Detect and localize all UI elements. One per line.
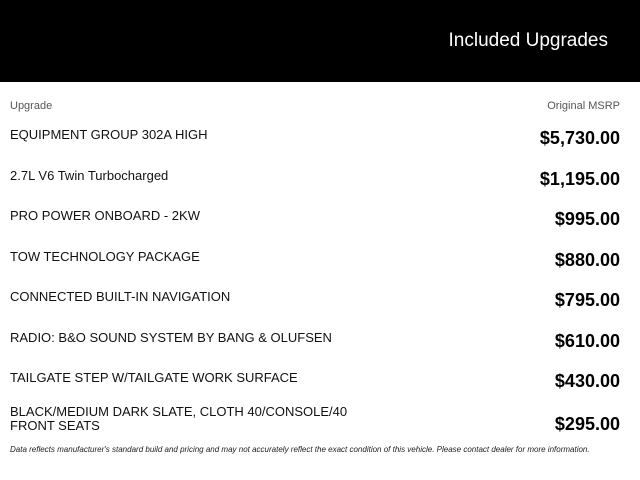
- list-item: [0, 202, 640, 243]
- list-item: [0, 283, 640, 324]
- upgrade-price: $795.00: [554, 290, 620, 310]
- list-item: [0, 162, 640, 203]
- upgrade-name: PRO POWER ONBOARD - 2KW: [10, 208, 200, 223]
- upgrade-name: BLACK/MEDIUM DARK SLATE, CLOTH 40/CONSOLE/40 FRONT SEATS: [10, 403, 348, 433]
- upgrade-price: $995.00: [554, 209, 620, 229]
- upgrade-name: 2.7L V6 Twin Turbocharged: [10, 167, 169, 183]
- header-bar: [0, 0, 640, 82]
- column-header-msrp: Original MSRP: [547, 100, 620, 112]
- upgrade-price: $295.00: [554, 413, 620, 434]
- upgrade-name: CONNECTED BUILT-IN NAVIGATION: [10, 289, 231, 304]
- upgrade-price: $1,195.00: [539, 168, 620, 189]
- list-item: [0, 243, 640, 284]
- upgrade-name: TAILGATE STEP W/TAILGATE WORK SURFACE: [10, 370, 298, 385]
- list-item: [0, 364, 640, 405]
- upgrade-name: EQUIPMENT GROUP 302A HIGH: [10, 127, 208, 142]
- list-item: [0, 324, 640, 365]
- upgrade-name: RADIO: B&O SOUND SYSTEM BY BANG & OLUFSEN: [10, 329, 332, 345]
- column-header-upgrade: Upgrade: [10, 100, 53, 112]
- upgrade-price: $880.00: [554, 249, 620, 270]
- upgrade-name: TOW TECHNOLOGY PACKAGE: [10, 248, 200, 264]
- page-title: Included Upgrades: [448, 30, 608, 51]
- list-item: [0, 121, 640, 162]
- upgrade-price: $430.00: [554, 371, 620, 391]
- list-item: [0, 405, 640, 446]
- disclaimer-note: Data reflects manufacturer's standard build and pricing and may not accurately reflect the exact condition of this vehicle. Please contact dealer for more information.: [10, 445, 590, 454]
- upgrade-price: $5,730.00: [539, 128, 620, 148]
- upgrade-list: [0, 121, 640, 445]
- upgrade-price: $610.00: [554, 330, 620, 351]
